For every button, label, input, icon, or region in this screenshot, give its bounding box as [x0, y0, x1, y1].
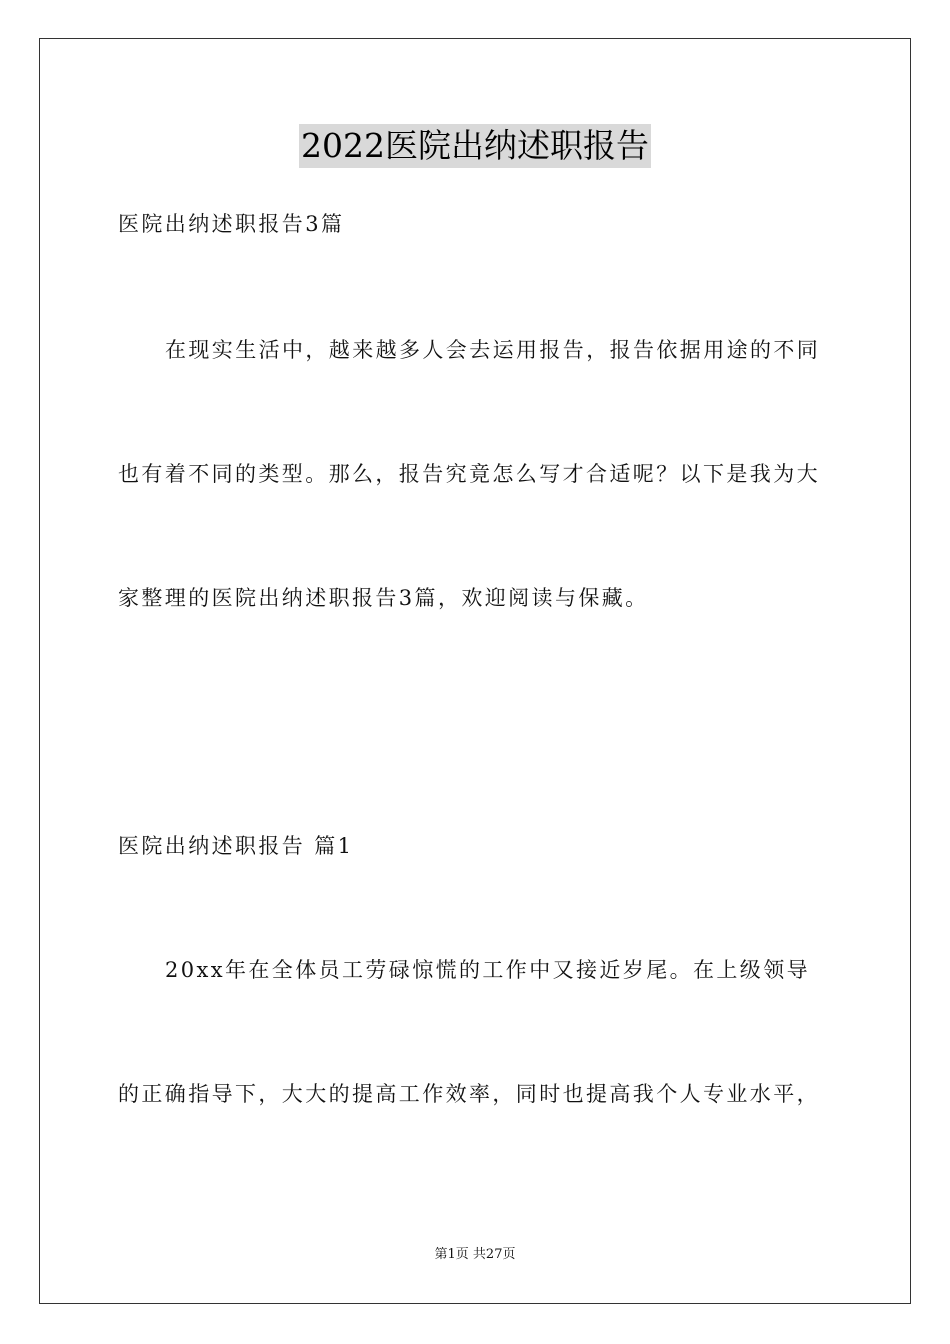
section-heading: 医院出纳述职报告 篇1	[118, 834, 354, 858]
document-subtitle: 医院出纳述职报告3篇	[118, 212, 345, 236]
body-line-2: 的正确指导下，大大的提高工作效率，同时也提高我个人专业水平，	[118, 1082, 820, 1106]
intro-line-2: 也有着不同的类型。那么，报告究竟怎么写才合适呢？以下是我为大	[118, 462, 820, 486]
intro-line-3: 家整理的医院出纳述职报告3篇，欢迎阅读与保藏。	[118, 586, 649, 610]
body-line-1: 20xx年在全体员工劳碌惊慌的工作中又接近岁尾。在上级领导	[165, 958, 811, 982]
page-footer: 第1页 共27页	[434, 1247, 516, 1262]
title-container	[0, 124, 950, 168]
document-title: 2022医院出纳述职报告	[299, 124, 651, 168]
intro-line-1: 在现实生活中，越来越多人会去运用报告，报告依据用途的不同	[165, 338, 821, 362]
